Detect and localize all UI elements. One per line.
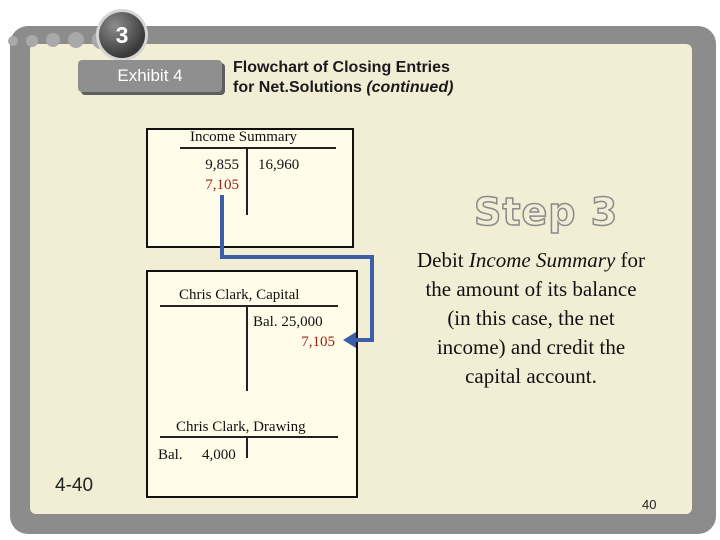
title-line-2-main: for Net.Solutions bbox=[233, 79, 367, 96]
title-line-1: Flowchart of Closing Entries bbox=[233, 59, 450, 76]
income-summary-box bbox=[146, 128, 354, 248]
income-summary-debit-2: 7,105 bbox=[205, 177, 239, 193]
chapter-badge: 3 bbox=[99, 12, 145, 58]
income-summary-t-top bbox=[180, 147, 336, 149]
page-reference: 4-40 bbox=[55, 475, 94, 496]
drawing-t-top bbox=[160, 436, 338, 438]
income-summary-credit-1: 16,960 bbox=[258, 157, 300, 173]
capital-credit-2: 7,105 bbox=[301, 334, 335, 350]
title-line-2 bbox=[233, 78, 453, 98]
page-number: 40 bbox=[642, 497, 657, 512]
drawing-debit-label: Bal. bbox=[158, 447, 183, 463]
income-summary-title: Income Summary bbox=[190, 129, 298, 145]
step-heading: Step 3 bbox=[474, 190, 619, 234]
drawing-t-stem bbox=[246, 436, 248, 458]
slide-title bbox=[233, 58, 453, 98]
capital-t-stem bbox=[246, 305, 248, 391]
step-desc-italic: Income Summary bbox=[468, 248, 616, 272]
step-desc-part-2: for the amount of its balance (in this case, the net income) and credit the capital account. bbox=[425, 248, 646, 388]
drawing-title: Chris Clark, Drawing bbox=[176, 419, 306, 435]
step-description bbox=[412, 246, 650, 391]
capital-credit-1: Bal. 25,000 bbox=[253, 314, 323, 330]
title-line-2-italic: (continued) bbox=[366, 79, 454, 96]
capital-t-top bbox=[160, 305, 338, 307]
exhibit-label: Exhibit 4 bbox=[78, 60, 222, 92]
income-summary-t-stem bbox=[246, 147, 248, 215]
income-summary-debit-1: 9,855 bbox=[205, 157, 239, 173]
step-desc-part-1: Debit bbox=[416, 248, 469, 272]
drawing-debit-1: 4,000 bbox=[202, 447, 236, 463]
capital-title: Chris Clark, Capital bbox=[179, 287, 300, 303]
